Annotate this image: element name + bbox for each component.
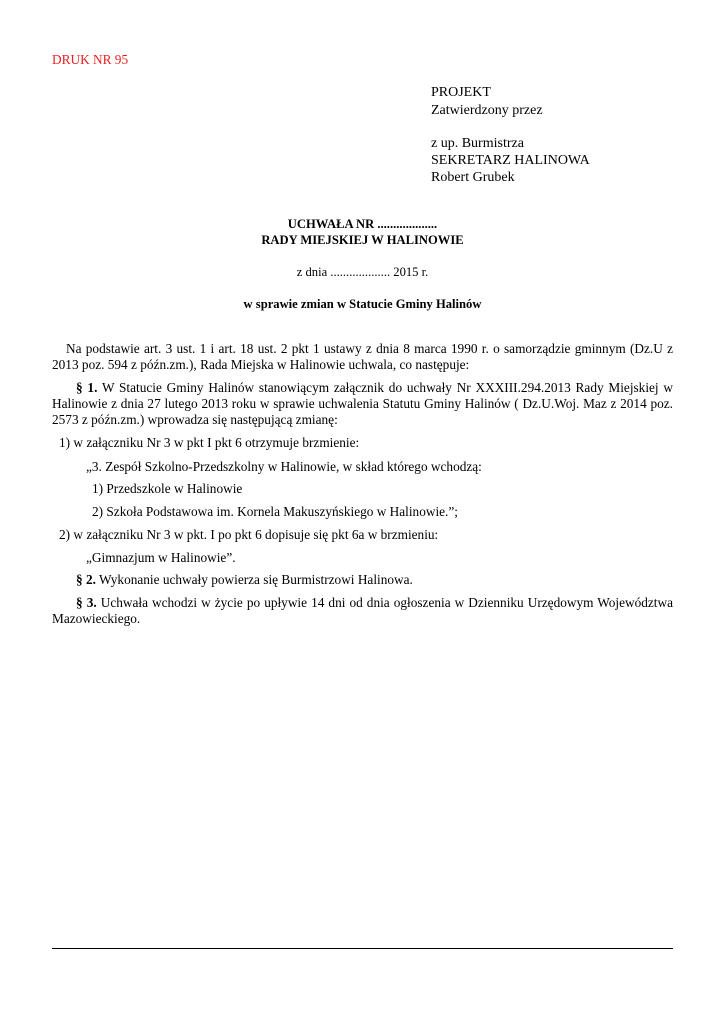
paragraph-2-text: Wykonanie uchwały powierza się Burmistrzowi Halinowa. xyxy=(95,572,413,587)
resolution-subject: w sprawie zmian w Statucie Gminy Halinów xyxy=(243,297,482,311)
paragraph-2-label: § 2. xyxy=(76,572,96,587)
paragraph-3 xyxy=(52,595,673,627)
quote-2: „Gimnazjum w Halinowie”. xyxy=(86,550,236,565)
on-behalf-label: z up. Burmistrza xyxy=(431,136,524,151)
quote-1: „3. Zespół Szkolno-Przedszkolny w Halinowie, w skład którego wchodzą: xyxy=(86,459,482,474)
paragraph-1-label: § 1. xyxy=(76,380,98,395)
approved-by-label: Zatwierdzony przez xyxy=(431,103,543,118)
secretary-title: SEKRETARZ HALINOWA xyxy=(431,153,590,168)
intro-paragraph: Na podstawie art. 3 ust. 1 i art. 18 ust. 2 pkt 1 ustawy z dnia 8 marca 1990 r. o samorządzie gminnym (Dz.U z 2013 poz. 594 z późn.zm.), Rada Miejska w Halinowie uchwala, co następuje: xyxy=(52,341,673,372)
council-name: RADY MIEJSKIEJ W HALINOWIE xyxy=(261,233,464,247)
print-number: DRUK NR 95 xyxy=(52,52,129,67)
sub-item-1: 1) Przedszkole w Halinowie xyxy=(92,481,243,496)
paragraph-3-label: § 3. xyxy=(76,595,97,610)
sub-item-2: 2) Szkoła Podstawowa im. Kornela Makuszyńskiego w Halinowie.”; xyxy=(92,504,458,519)
footer-divider xyxy=(52,948,673,949)
paragraph-2 xyxy=(76,572,413,588)
paragraph-1-text: W Statucie Gminy Halinów stanowiącym załącznik do uchwały Nr XXXIII.294.2013 Rady Miejskiej w Halinowie z dnia 27 lutego 2013 roku w sprawie uchwalenia Statutu Gminy Halinów ( Dz.U.Woj. Maz z 2014 poz. 2573 z późn.zm.) wprowadza się następującą zmianę: xyxy=(52,380,674,427)
project-label: PROJEKT xyxy=(431,85,491,100)
resolution-number: UCHWAŁA NR ................... xyxy=(287,217,438,231)
list-item-1: 1) w załączniku Nr 3 w pkt I pkt 6 otrzymuje brzmienie: xyxy=(59,435,360,450)
resolution-date: z dnia ................... 2015 r. xyxy=(296,265,429,279)
secretary-name: Robert Grubek xyxy=(431,170,515,185)
list-item-2: 2) w załączniku Nr 3 w pkt. I po pkt 6 dopisuje się pkt 6a w brzmieniu: xyxy=(59,527,439,542)
paragraph-3-text: Uchwała wchodzi w życie po upływie 14 dni od dnia ogłoszenia w Dzienniku Urzędowym Województwa Mazowieckiego. xyxy=(52,595,673,626)
paragraph-1 xyxy=(52,380,673,428)
